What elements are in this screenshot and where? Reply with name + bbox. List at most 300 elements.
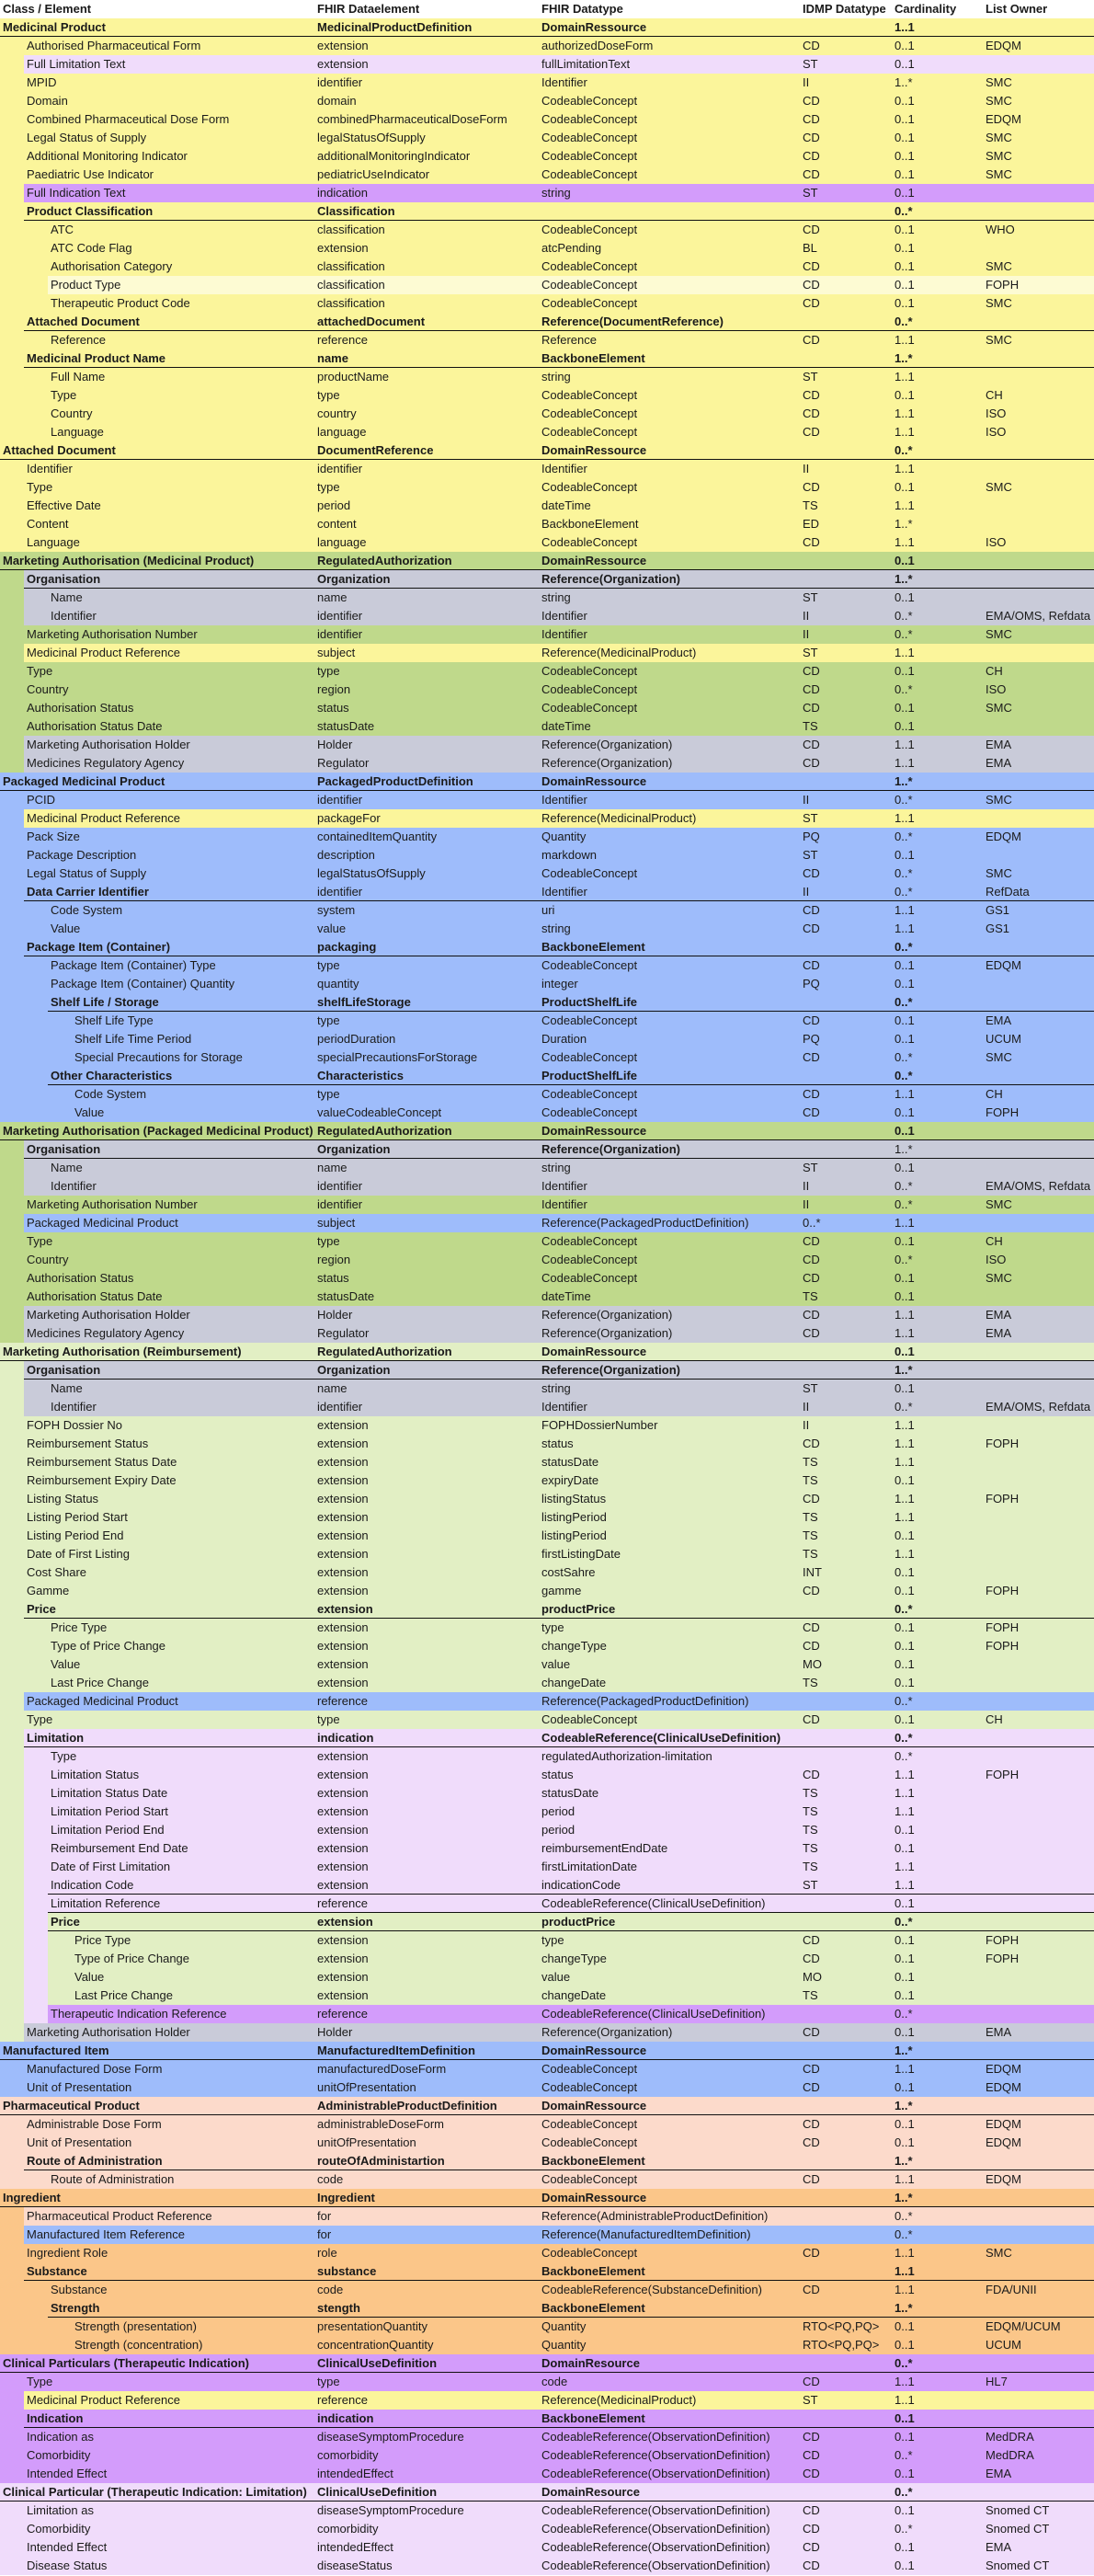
idmp-datatype-cell xyxy=(803,1729,891,1747)
class-element-cell: Medicines Regulatory Agency xyxy=(27,756,185,770)
indent-band xyxy=(0,2023,24,2042)
table-row xyxy=(0,2226,1094,2244)
cardinality-cell: 0..1 xyxy=(895,149,915,163)
indent-band xyxy=(0,276,24,294)
table-row xyxy=(0,1380,1094,1398)
idmp-datatype-cell: TS xyxy=(803,498,818,512)
cardinality-cell: 0..1 xyxy=(895,1032,915,1046)
class-element-cell: Name xyxy=(51,1161,83,1174)
fhir-datatype-cell: Identifier xyxy=(541,1400,587,1414)
idmp-datatype-cell xyxy=(803,2226,891,2244)
idmp-datatype-cell xyxy=(803,2042,891,2060)
class-element-cell: Reimbursement Status Date xyxy=(27,1455,177,1469)
idmp-datatype-cell xyxy=(803,2005,891,2023)
indent-band xyxy=(24,1177,48,1196)
list-owner-cell xyxy=(986,1122,1094,1140)
class-element-cell: Medicinal Product xyxy=(3,20,106,34)
fhir-datatype-cell: Reference(Organization) xyxy=(541,1308,673,1322)
indent-band xyxy=(0,2134,24,2152)
indent-band xyxy=(0,1361,24,1380)
fhir-dataelement-cell: statusDate xyxy=(317,719,375,733)
class-element-cell: Attached Document xyxy=(3,443,116,457)
class-element-cell: Date of First Limitation xyxy=(51,1860,171,1873)
idmp-datatype-cell: CD xyxy=(803,1253,820,1266)
class-element-cell: Last Price Change xyxy=(51,1676,149,1689)
cardinality-cell: 1..* xyxy=(895,2154,913,2168)
list-owner-cell xyxy=(986,1416,1094,1435)
table-row xyxy=(0,2023,1094,2042)
table-row xyxy=(0,846,1094,864)
class-row xyxy=(0,2189,1094,2207)
idmp-datatype-cell: CD xyxy=(803,2467,820,2480)
idmp-datatype-cell: II xyxy=(803,609,810,623)
cardinality-cell: 1..* xyxy=(895,2301,913,2315)
indent-band xyxy=(0,1876,24,1895)
idmp-datatype-cell: CD xyxy=(803,2080,820,2094)
list-owner-cell xyxy=(986,184,1094,202)
idmp-datatype-cell: CD xyxy=(803,1087,820,1101)
fhir-dataelement-cell: ClinicalUseDefinition xyxy=(317,2485,438,2499)
indent-band xyxy=(48,1950,72,1968)
table-row xyxy=(0,2520,1094,2538)
group-row xyxy=(0,1729,1094,1747)
indent-band xyxy=(0,1747,24,1766)
fhir-datatype-cell: Identifier xyxy=(541,1179,587,1193)
list-owner-cell: SMC xyxy=(986,1271,1012,1285)
table-row xyxy=(0,1655,1094,1674)
idmp-datatype-cell: CD xyxy=(803,149,820,163)
indent-band xyxy=(0,1527,24,1545)
list-owner-cell xyxy=(986,1821,1094,1839)
cardinality-cell: 0..* xyxy=(895,1179,913,1193)
idmp-datatype-cell: CD xyxy=(803,296,820,310)
idmp-datatype-cell xyxy=(803,2207,891,2226)
class-element-cell: Marketing Authorisation Holder xyxy=(27,1308,190,1322)
fhir-datatype-cell: CodeableConcept xyxy=(541,94,638,108)
fhir-datatype-cell: CodeableReference(ObservationDefinition) xyxy=(541,2467,770,2480)
fhir-datatype-cell: CodeableConcept xyxy=(541,682,638,696)
indent-band xyxy=(24,1950,48,1968)
list-owner-cell xyxy=(986,938,1094,956)
list-owner-cell: EDQM xyxy=(986,830,1021,843)
class-element-cell: Value xyxy=(51,1657,81,1671)
fhir-datatype-cell: CodeableConcept xyxy=(541,223,638,236)
cardinality-cell: 1..1 xyxy=(895,20,915,34)
fhir-dataelement-cell: administrableDoseForm xyxy=(317,2117,444,2131)
fhir-dataelement-cell: status xyxy=(317,701,349,715)
cardinality-cell: 1..* xyxy=(895,2044,913,2057)
indent-band xyxy=(0,1380,24,1398)
cardinality-cell: 1..1 xyxy=(895,370,915,384)
indent-band xyxy=(0,313,24,331)
class-element-cell: Data Carrier Identifier xyxy=(27,885,149,899)
indent-band xyxy=(24,920,48,938)
fhir-datatype-cell: status xyxy=(541,1768,574,1781)
indent-band xyxy=(0,1030,24,1048)
fhir-datatype-cell: Reference(Organization) xyxy=(541,1363,680,1377)
class-element-cell: Limitation as xyxy=(27,2503,94,2517)
fhir-datatype-cell: CodeableConcept xyxy=(541,1105,638,1119)
indent-band xyxy=(0,1619,24,1637)
indent-band xyxy=(0,1582,24,1600)
list-owner-cell xyxy=(986,809,1094,828)
group-row xyxy=(0,1600,1094,1619)
fhir-datatype-cell: firstLimitationDate xyxy=(541,1860,638,1873)
list-owner-cell: CH xyxy=(986,388,1003,402)
list-owner-cell xyxy=(986,1876,1094,1895)
indent-band xyxy=(0,184,24,202)
fhir-dataelement-cell: indication xyxy=(317,186,368,200)
fhir-dataelement-cell: identifier xyxy=(317,462,363,475)
list-owner-cell xyxy=(986,2042,1094,2060)
fhir-dataelement-cell: extension xyxy=(317,1455,369,1469)
indent-band xyxy=(24,221,48,239)
fhir-datatype-cell: CodeableConcept xyxy=(541,1087,638,1101)
idmp-datatype-cell xyxy=(803,313,891,331)
cardinality-cell: 0..* xyxy=(895,1400,913,1414)
table-row xyxy=(0,791,1094,809)
table-row xyxy=(0,956,1094,975)
list-owner-cell: GS1 xyxy=(986,922,1010,935)
fhir-datatype-cell: BackboneElement xyxy=(541,2301,645,2315)
fhir-datatype-cell: CodeableReference(ClinicalUseDefinition) xyxy=(541,1731,781,1745)
cardinality-cell: 1..1 xyxy=(895,425,915,439)
indent-band xyxy=(24,1398,48,1416)
fhir-datatype-cell: dateTime xyxy=(541,1289,591,1303)
fhir-datatype-cell: code xyxy=(541,2375,568,2388)
idmp-datatype-cell: ST xyxy=(803,2393,818,2407)
cardinality-cell: 0..1 xyxy=(895,1528,915,1542)
fhir-datatype-cell: regulatedAuthorization-limitation xyxy=(541,1749,712,1763)
indent-band xyxy=(0,699,24,717)
fhir-dataelement-cell: statusDate xyxy=(317,1289,375,1303)
fhir-dataelement-cell: stength xyxy=(317,2301,360,2315)
table-row xyxy=(0,1968,1094,1986)
fhir-datatype-cell: listingStatus xyxy=(541,1492,607,1506)
indent-band xyxy=(0,2152,24,2170)
idmp-datatype-cell: CD xyxy=(803,1712,820,1726)
idmp-datatype-cell xyxy=(803,2410,891,2428)
cardinality-cell: 0..1 xyxy=(895,241,915,255)
fhir-dataelement-cell: manufacturedDoseForm xyxy=(317,2062,447,2076)
idmp-datatype-cell: ST xyxy=(803,1878,818,1892)
list-owner-cell xyxy=(986,1380,1094,1398)
fhir-datatype-cell: CodeableConcept xyxy=(541,2117,638,2131)
table-row xyxy=(0,1030,1094,1048)
list-owner-cell: ISO xyxy=(986,682,1007,696)
idmp-datatype-cell xyxy=(803,993,891,1012)
indent-band xyxy=(24,2005,48,2023)
class-element-cell: Value xyxy=(74,1105,105,1119)
idmp-datatype-cell: CD xyxy=(803,1050,820,1064)
fhir-datatype-cell: uri xyxy=(541,903,555,917)
idmp-datatype-cell: CD xyxy=(803,1271,820,1285)
indent-band xyxy=(0,662,24,681)
group-row xyxy=(0,1140,1094,1159)
fhir-dataelement-cell: packageFor xyxy=(317,811,381,825)
cardinality-cell: 0..1 xyxy=(895,1676,915,1689)
fhir-datatype-cell: DomainRessource xyxy=(541,2099,647,2112)
idmp-datatype-cell xyxy=(803,938,891,956)
fhir-dataelement-cell: Holder xyxy=(317,738,353,751)
cardinality-cell: 1..1 xyxy=(895,2246,915,2260)
table-row xyxy=(0,2170,1094,2189)
indent-band xyxy=(24,239,48,258)
table-row xyxy=(0,166,1094,184)
list-owner-cell xyxy=(986,1288,1094,1306)
fhir-dataelement-cell: extension xyxy=(317,1970,369,1984)
class-element-cell: Paediatric Use Indicator xyxy=(27,167,154,181)
fhir-datatype-cell: Reference(PackagedProductDefinition) xyxy=(541,1694,749,1708)
idmp-datatype-cell xyxy=(803,1361,891,1380)
class-element-cell: Type of Price Change xyxy=(51,1639,166,1653)
fhir-dataelement-cell: extension xyxy=(317,1602,373,1616)
class-element-cell: ATC xyxy=(51,223,74,236)
class-element-cell: Country xyxy=(27,682,69,696)
table-row xyxy=(0,2281,1094,2299)
list-owner-cell xyxy=(986,1692,1094,1711)
fhir-dataelement-cell: name xyxy=(317,351,348,365)
idmp-datatype-cell: CD xyxy=(803,259,820,273)
class-element-cell: Unit of Presentation xyxy=(27,2135,132,2149)
cardinality-cell: 0..1 xyxy=(895,1124,915,1138)
idmp-datatype-cell: ST xyxy=(803,57,818,71)
idmp-datatype-cell: TS xyxy=(803,1676,818,1689)
class-element-cell: Price Type xyxy=(74,1933,131,1947)
indent-band xyxy=(0,1288,24,1306)
fhir-datatype-cell: atcPending xyxy=(541,241,602,255)
table-row xyxy=(0,1104,1094,1122)
cardinality-cell: 0..1 xyxy=(895,590,915,604)
list-owner-cell xyxy=(986,239,1094,258)
cardinality-cell: 0..* xyxy=(895,1694,913,1708)
cardinality-cell: 1..1 xyxy=(895,462,915,475)
indent-band xyxy=(48,1931,72,1950)
class-element-cell: Type xyxy=(51,1749,77,1763)
fhir-dataelement-cell: type xyxy=(317,1234,340,1248)
idmp-datatype-cell: CD xyxy=(803,2117,820,2131)
indent-band xyxy=(0,607,24,625)
fhir-datatype-cell: BackboneElement xyxy=(541,940,645,954)
table-row xyxy=(0,2005,1094,2023)
indent-band xyxy=(24,589,48,607)
indent-band xyxy=(0,533,24,552)
idmp-datatype-cell: CD xyxy=(803,2283,820,2296)
idmp-datatype-cell xyxy=(803,2483,891,2502)
fhir-dataelement-cell: value xyxy=(317,922,347,935)
class-element-cell: Indication Code xyxy=(51,1878,134,1892)
cardinality-cell: 1..1 xyxy=(895,2264,915,2278)
table-row xyxy=(0,1876,1094,1895)
idmp-datatype-cell: CD xyxy=(803,1437,820,1450)
indent-band xyxy=(0,294,24,313)
fhir-datatype-cell: changeDate xyxy=(541,1676,607,1689)
fhir-datatype-cell: CodeableReference(ObservationDefinition) xyxy=(541,2430,770,2444)
class-element-cell: Marketing Authorisation Holder xyxy=(27,2025,190,2039)
indent-band xyxy=(24,1012,48,1030)
fhir-dataelement-cell: extension xyxy=(317,1657,369,1671)
fhir-dataelement-cell: domain xyxy=(317,94,357,108)
cardinality-cell: 0..1 xyxy=(895,2080,915,2094)
indent-band xyxy=(0,405,24,423)
list-owner-cell xyxy=(986,1545,1094,1563)
indent-band xyxy=(24,2299,48,2318)
list-owner-cell: EDQM xyxy=(986,2080,1021,2094)
table-row xyxy=(0,1711,1094,1729)
idmp-datatype-cell xyxy=(803,2097,891,2115)
idmp-datatype-cell: INT xyxy=(803,1565,822,1579)
idmp-datatype-cell: CD xyxy=(803,39,820,52)
fhir-datatype-cell: BackboneElement xyxy=(541,351,645,365)
cardinality-cell: 0..1 xyxy=(895,848,915,862)
table-row xyxy=(0,717,1094,736)
fhir-dataelement-cell: Classification xyxy=(317,204,395,218)
indent-band xyxy=(24,1784,48,1803)
table-row xyxy=(0,258,1094,276)
fhir-datatype-cell: CodeableConcept xyxy=(541,1271,638,1285)
indent-band xyxy=(0,1453,24,1471)
indent-band xyxy=(0,1196,24,1214)
list-owner-cell: ISO xyxy=(986,406,1007,420)
cardinality-cell: 1..* xyxy=(895,517,913,531)
class-element-cell: Listing Status xyxy=(27,1492,99,1506)
fhir-datatype-cell: changeType xyxy=(541,1639,607,1653)
fhir-datatype-cell: CodeableReference(ObservationDefinition) xyxy=(541,2448,770,2462)
indent-band xyxy=(0,55,24,74)
fhir-datatype-cell: value xyxy=(541,1657,571,1671)
list-owner-cell: SMC xyxy=(986,627,1012,641)
idmp-datatype-cell: ST xyxy=(803,811,818,825)
fhir-dataelement-cell: type xyxy=(317,1712,340,1726)
class-element-cell: Last Price Change xyxy=(74,1988,173,2002)
fhir-datatype-cell: Reference(Organization) xyxy=(541,1142,680,1156)
idmp-datatype-cell: ST xyxy=(803,646,818,659)
cardinality-cell: 0..* xyxy=(895,866,913,880)
cardinality-cell: 0..* xyxy=(895,940,913,954)
fhir-datatype-cell: Identifier xyxy=(541,75,587,89)
fhir-dataelement-cell: containedItemQuantity xyxy=(317,830,438,843)
class-element-cell: Domain xyxy=(27,94,68,108)
indent-band xyxy=(0,1674,24,1692)
idmp-datatype-cell: TS xyxy=(803,1841,818,1855)
cardinality-cell: 0..1 xyxy=(895,2540,915,2554)
list-owner-cell: Snomed CT xyxy=(986,2559,1050,2572)
indent-band xyxy=(24,294,48,313)
fhir-dataelement-cell: for xyxy=(317,2209,332,2223)
idmp-datatype-cell: CD xyxy=(803,535,820,549)
idmp-datatype-cell: II xyxy=(803,1197,810,1211)
fhir-datatype-cell: CodeableConcept xyxy=(541,388,638,402)
fhir-datatype-cell: CodeableConcept xyxy=(541,1234,638,1248)
list-owner-cell: EMA/OMS, Refdata xyxy=(986,609,1091,623)
fhir-datatype-cell: CodeableConcept xyxy=(541,2062,638,2076)
fhir-datatype-cell: Quantity xyxy=(541,2338,587,2352)
idmp-datatype-cell: TS xyxy=(803,1988,818,2002)
class-element-cell: Type xyxy=(27,664,53,678)
cardinality-cell: 1..1 xyxy=(895,811,915,825)
list-owner-cell: EMA xyxy=(986,1013,1012,1027)
fhir-dataelement-cell: extension xyxy=(317,1841,369,1855)
fhir-dataelement-cell: type xyxy=(317,1013,340,1027)
table-row xyxy=(0,1821,1094,1839)
list-owner-cell: SMC xyxy=(986,793,1012,807)
fhir-dataelement-cell: RegulatedAuthorization xyxy=(317,554,452,567)
idmp-datatype-cell: CD xyxy=(803,2503,820,2517)
class-element-cell: Limitation xyxy=(27,1731,85,1745)
indent-band xyxy=(0,1692,24,1711)
cardinality-cell: 0..1 xyxy=(895,2503,915,2517)
indent-band xyxy=(48,1012,72,1030)
cardinality-cell: 0..1 xyxy=(895,1952,915,1965)
indent-band xyxy=(0,386,24,405)
list-owner-cell: EDQM xyxy=(986,2062,1021,2076)
cardinality-cell: 0..1 xyxy=(895,1841,915,1855)
table-row xyxy=(0,1306,1094,1324)
indent-band xyxy=(0,975,24,993)
indent-band xyxy=(0,570,24,589)
fhir-dataelement-cell: reference xyxy=(317,2393,368,2407)
cardinality-cell: 0..1 xyxy=(895,1970,915,1984)
class-element-cell: Value xyxy=(51,922,81,935)
idmp-datatype-cell: ST xyxy=(803,1161,818,1174)
group-row xyxy=(0,349,1094,368)
list-owner-cell: EMA xyxy=(986,1326,1012,1340)
idmp-datatype-cell xyxy=(803,1747,891,1766)
class-element-cell: Product Type xyxy=(51,278,121,292)
list-owner-cell: SMC xyxy=(986,94,1012,108)
table-row xyxy=(0,129,1094,147)
indent-band xyxy=(0,221,24,239)
fhir-datatype-cell: indicationCode xyxy=(541,1878,621,1892)
fhir-datatype-cell xyxy=(541,202,799,221)
fhir-datatype-cell: CodeableConcept xyxy=(541,2080,638,2094)
indent-band xyxy=(0,1711,24,1729)
fhir-dataelement-cell: language xyxy=(317,535,367,549)
list-owner-cell xyxy=(986,2354,1094,2373)
cardinality-cell: 0..1 xyxy=(895,1657,915,1671)
cardinality-cell: 0..1 xyxy=(895,701,915,715)
class-element-cell: Legal Status of Supply xyxy=(27,131,147,144)
class-element-cell: Type of Price Change xyxy=(74,1952,190,1965)
indent-band xyxy=(24,1655,48,1674)
indent-band xyxy=(24,975,48,993)
table-row xyxy=(0,1471,1094,1490)
class-element-cell: Limitation Period Start xyxy=(51,1804,168,1818)
indent-band xyxy=(0,423,24,441)
cardinality-cell: 1..* xyxy=(895,75,913,89)
table-row xyxy=(0,2538,1094,2557)
indent-band xyxy=(0,2299,24,2318)
fhir-datatype-cell: DomainRessource xyxy=(541,1345,647,1358)
fhir-dataelement-cell: name xyxy=(317,1161,348,1174)
fhir-datatype-cell: CodeableReference(ObservationDefinition) xyxy=(541,2522,770,2536)
class-element-cell: Full Name xyxy=(51,370,106,384)
table-row xyxy=(0,405,1094,423)
indent-band xyxy=(0,864,24,883)
cardinality-cell: 0..* xyxy=(895,2522,913,2536)
table-row xyxy=(0,423,1094,441)
cardinality-cell: 0..1 xyxy=(895,664,915,678)
fhir-datatype-cell: Reference xyxy=(541,333,597,347)
class-element-cell: Ingredient xyxy=(3,2191,61,2204)
class-element-cell: Manufactured Dose Form xyxy=(27,2062,163,2076)
fhir-datatype-cell: authorizedDoseForm xyxy=(541,39,654,52)
cardinality-cell: 1..1 xyxy=(895,1510,915,1524)
class-element-cell: Package Item (Container) xyxy=(27,940,171,954)
fhir-dataelement-cell: MedicinalProductDefinition xyxy=(317,20,473,34)
table-row xyxy=(0,37,1094,55)
indent-band xyxy=(48,1104,72,1122)
